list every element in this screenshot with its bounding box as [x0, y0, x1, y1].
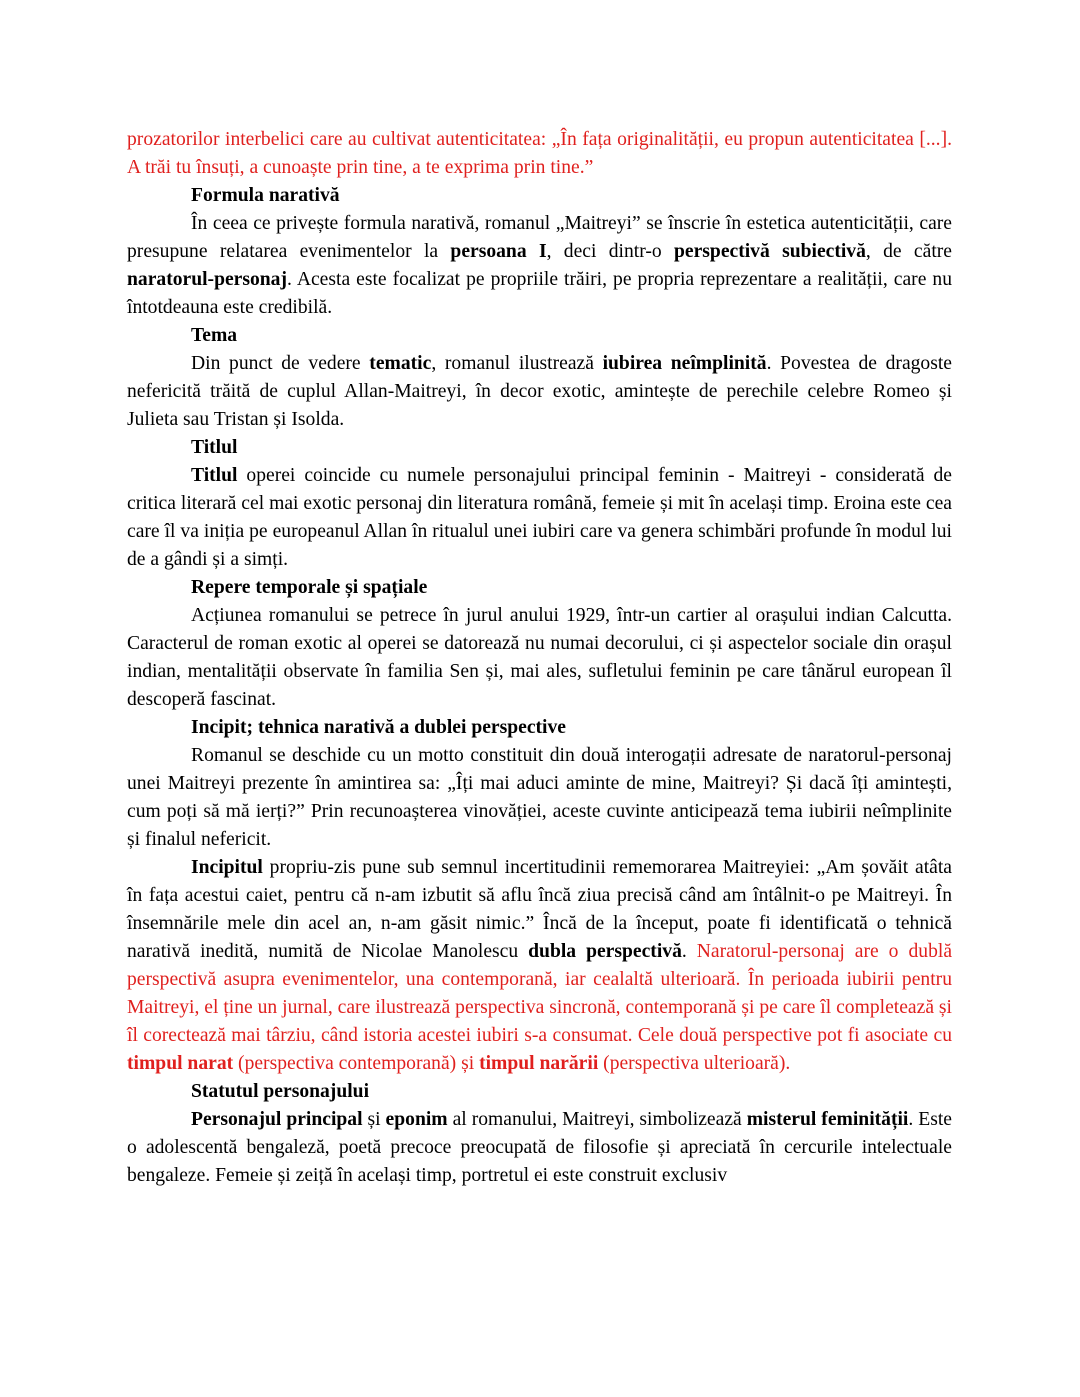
paragraph-tema — [127, 350, 952, 434]
document-page — [127, 126, 952, 1190]
bold-term: tematic — [369, 353, 432, 374]
text-run: Acțiunea romanului se petrece în jurul anului 1929, într-un cartier al orașului indian Calcutta. Caracterul de roman exotic al operei se datorează nu numai decorului, ci și aspectelor sociale din orașul indian, mentalității observate în familia Sen și, mai ales, sufletului feminin pe care tânărul european îl descoperă fascinat. — [127, 605, 952, 710]
bold-term: perspectivă subiectivă — [674, 241, 866, 262]
bold-term: Incipitul — [191, 857, 263, 878]
text-run: . — [681, 941, 697, 962]
paragraph-statutul — [127, 1106, 952, 1190]
paragraph-incipit — [127, 854, 952, 1078]
section-heading-titlul: Titlul — [191, 437, 238, 458]
text-run: . Este o adolescentă bengaleză, poetă precoce preocupată de filosofie și apreciată în cercurile intelectuale bengaleze. Femeie și zeiță în același timp, portretul ei este construit exclusiv — [127, 1109, 952, 1186]
section-heading-statutul: Statutul personajului — [191, 1081, 370, 1102]
text-run: În ceea ce privește formula narativă, romanul „Maitreyi” se înscrie în estetica autenticității, care presupune relatarea evenimentelor la — [127, 213, 952, 262]
text-run: , de către — [865, 241, 952, 262]
bold-term: Titlul — [191, 465, 238, 486]
text-run: și — [362, 1109, 386, 1130]
paragraph-motto — [127, 742, 952, 854]
section-heading-tema: Tema — [191, 325, 238, 346]
text-run: operei coincide cu numele personajului principal feminin - Maitreyi - considerată de critica literară cel mai exotic personaj din literatura română, femeie și mit în același timp. Eroina este cea care îl va iniția pe europeanul Allan în ritualul unei iubiri care va genera schimbări profunde în modul lui de a gândi și a simți. — [127, 465, 952, 570]
highlight-bold-term: timpul narării — [479, 1053, 599, 1074]
paragraph-intro — [127, 126, 952, 182]
text-run: propriu-zis pune sub semnul incertitudinii rememorarea Maitreyiei: „Am șovăit atâta în fața acestui caiet, pentru că n-am izbutit să aflu încă ziua precisă când am întâlnit-o pe Maitreyi. În însemnările mele din acel an, n-am găsit nimic.” Încă de la început, poate fi identificată o tehnică narativă inedită, numită de Nicolae Manolescu — [127, 857, 952, 962]
text-run: Din punct de vedere — [191, 353, 370, 374]
bold-term: iubirea neîmplinită — [602, 353, 767, 374]
highlight-text: (perspectiva ulterioară). — [598, 1053, 791, 1074]
text-run: . Povestea de dragoste nefericită trăită de cuplul Allan-Maitreyi, în decor exotic, amintește de perechile celebre Romeo și Julieta sau Tristan și Isolda. — [127, 353, 952, 430]
paragraph-formula-narativa — [127, 210, 952, 322]
highlight-text: Naratorul-personaj are o dublă perspectivă asupra evenimentelor, una contemporană, iar cealaltă ulterioară. În perioada iubirii pentru Maitreyi, el ține un jurnal, care ilustrează perspectiva sincronă, contemporană și pe care îl completează și îl corectează mai târziu, când istoria acestei iubiri s-a consumat. Cele două perspective pot fi asociate cu — [127, 941, 953, 1046]
text-run: Romanul se deschide cu un motto constituit din două interogații adresate de naratorul-personaj unei Maitreyi prezente în amintirea sa: „Îți mai aduci aminte de mine, Maitreyi? Și dacă îți amintești, cum poți să mă ierți?” Prin recunoașterea vinovăției, aceste cuvinte anticipează tema iubirii neîmplinite și finalul nefericit. — [127, 745, 952, 850]
paragraph-text: prozatorilor interbelici care au cultivat autenticitatea: „În fața originalității, eu propun autenticitatea [...]. A trăi tu însuți, a cunoaște prin tine, a te exprima prin tine.” — [127, 129, 952, 178]
bold-term: naratorul-personaj — [127, 269, 288, 290]
section-heading-formula-narativa: Formula narativă — [191, 185, 340, 206]
bold-term: dubla perspectivă — [528, 941, 682, 962]
paragraph-titlul — [127, 462, 952, 574]
bold-term: Personajul principal — [191, 1109, 363, 1130]
bold-term: persoana I — [450, 241, 547, 262]
section-heading-repere: Repere temporale și spațiale — [191, 577, 428, 598]
bold-term: eponim — [385, 1109, 448, 1130]
text-run: , romanul ilustrează — [431, 353, 603, 374]
highlight-text: (perspectiva contemporană) și — [233, 1053, 480, 1074]
highlight-bold-term: timpul narat — [127, 1053, 234, 1074]
text-run: al romanului, Maitreyi, simbolizează — [447, 1109, 747, 1130]
text-run: . Acesta este focalizat pe propriile trăiri, pe propria reprezentare a realității, care nu întotdeauna este credibilă. — [127, 269, 952, 318]
paragraph-repere — [127, 602, 952, 714]
text-run: , deci dintr-o — [546, 241, 674, 262]
bold-term: misterul feminității — [746, 1109, 909, 1130]
section-heading-incipit: Incipit; tehnica narativă a dublei perspective — [191, 717, 566, 738]
